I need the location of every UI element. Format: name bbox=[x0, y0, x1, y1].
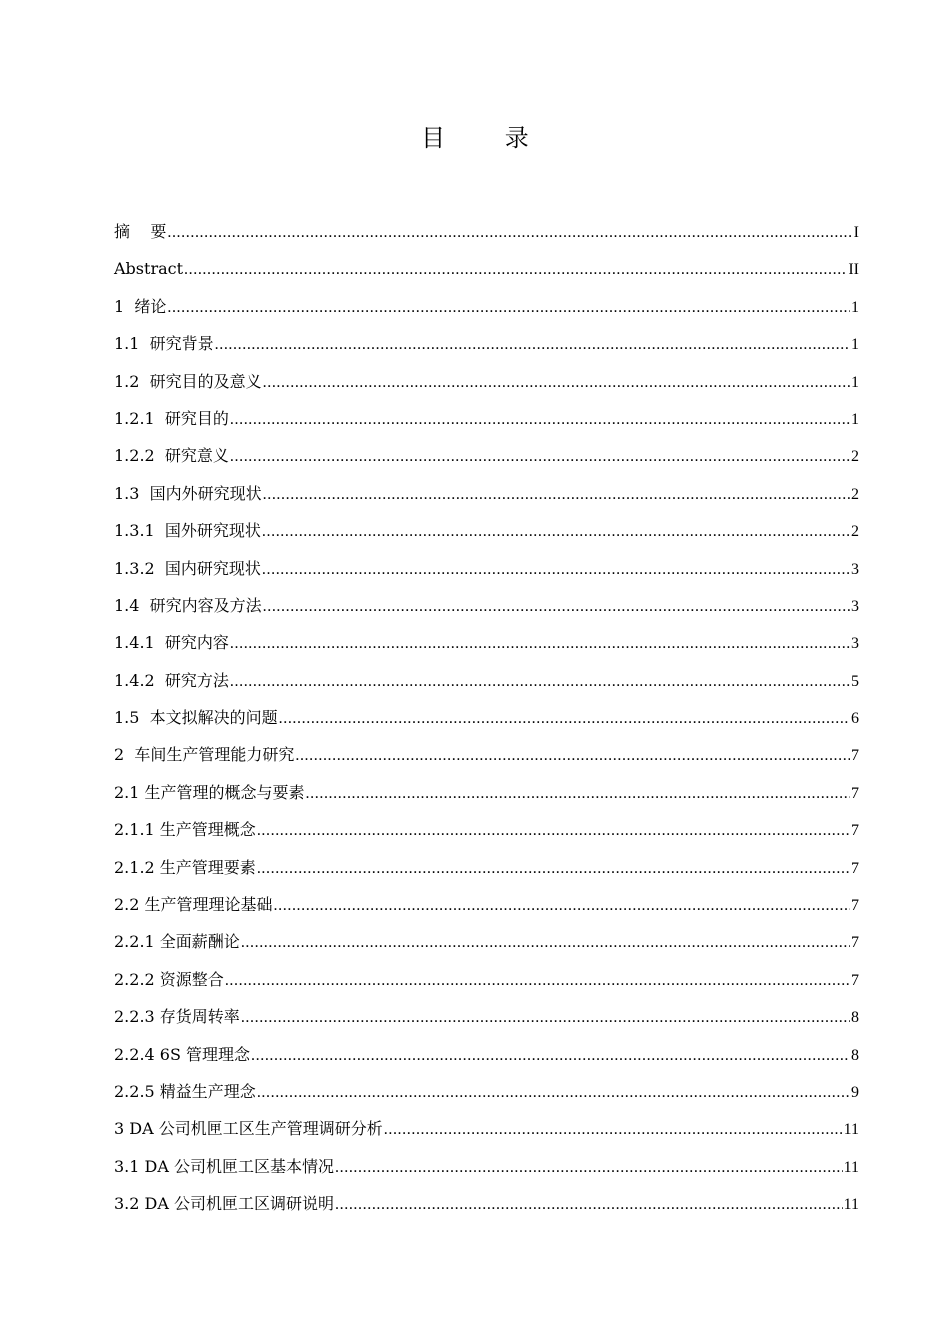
toc-entry-label: 3.2 DA 公司机匣工区调研说明 bbox=[114, 1194, 335, 1214]
toc-entry-label: 1.2.1 研究目的 bbox=[114, 408, 229, 428]
toc-dot-leader bbox=[263, 364, 850, 401]
toc-entry-label: 2.2.4 6S 管理理念 bbox=[114, 1044, 251, 1064]
toc-page-number: 8 bbox=[851, 1009, 859, 1027]
toc-entry[interactable] bbox=[114, 437, 859, 474]
toc-page-number: 2 bbox=[851, 448, 859, 466]
toc-page-number: 7 bbox=[851, 934, 859, 952]
toc-entry[interactable] bbox=[114, 250, 859, 287]
toc-dot-leader bbox=[241, 924, 850, 961]
toc-dot-leader bbox=[257, 812, 850, 849]
toc-entry-label: 3 DA 公司机匣工区生产管理调研分析 bbox=[114, 1119, 383, 1139]
toc-dot-leader bbox=[251, 1037, 850, 1074]
toc-dot-leader bbox=[306, 775, 850, 812]
toc-entry[interactable] bbox=[114, 550, 859, 587]
toc-entry[interactable] bbox=[114, 923, 859, 960]
toc-entry[interactable] bbox=[114, 961, 859, 998]
toc-page-number: 7 bbox=[851, 897, 859, 915]
toc-entry[interactable] bbox=[114, 1148, 859, 1185]
toc-page-number: I bbox=[853, 224, 859, 241]
toc-dot-leader bbox=[384, 1111, 843, 1148]
toc-page-number: 9 bbox=[851, 1083, 859, 1101]
toc-dot-leader bbox=[257, 1074, 850, 1111]
toc-dot-leader bbox=[263, 588, 850, 625]
toc-entry[interactable] bbox=[114, 699, 859, 736]
toc-page-number: 2 bbox=[851, 485, 859, 503]
toc-dot-leader bbox=[257, 850, 850, 887]
toc-entry[interactable] bbox=[114, 1185, 859, 1222]
toc-entry[interactable] bbox=[114, 363, 859, 400]
toc-entry-label: Abstract bbox=[114, 259, 184, 279]
toc-dot-leader bbox=[279, 700, 850, 737]
toc-page-number: 5 bbox=[851, 672, 859, 690]
toc-page-number: 11 bbox=[843, 1121, 859, 1139]
toc-dot-leader bbox=[230, 401, 850, 438]
toc-page-number: 6 bbox=[851, 710, 859, 728]
toc-entry[interactable] bbox=[114, 1110, 859, 1147]
toc-page-number: 7 bbox=[851, 747, 859, 765]
toc-dot-leader bbox=[335, 1149, 843, 1186]
toc-entry-label: 1.3.1 国外研究现状 bbox=[114, 521, 261, 541]
toc-dot-leader bbox=[184, 251, 847, 288]
toc-dot-leader bbox=[262, 513, 850, 550]
toc-entry[interactable] bbox=[114, 213, 859, 250]
toc-entry[interactable] bbox=[114, 475, 859, 512]
toc-dot-leader bbox=[262, 551, 850, 588]
toc-entry-label: 1 绪论 bbox=[114, 296, 167, 316]
toc-dot-leader bbox=[274, 887, 850, 924]
toc-entry-label: 2.2.5 精益生产理念 bbox=[114, 1081, 256, 1101]
toc-page-number: 7 bbox=[851, 822, 859, 840]
toc-page-number: 1 bbox=[851, 373, 859, 391]
toc-page-number: 11 bbox=[843, 1196, 859, 1214]
toc-entry[interactable] bbox=[114, 886, 859, 923]
toc-dot-leader bbox=[335, 1186, 843, 1223]
toc-entry[interactable] bbox=[114, 998, 859, 1035]
toc-dot-leader bbox=[230, 663, 850, 700]
toc-entry[interactable] bbox=[114, 662, 859, 699]
page-title: 目 录 bbox=[421, 124, 555, 152]
toc-page-number: 11 bbox=[843, 1158, 859, 1176]
toc-dot-leader bbox=[230, 625, 850, 662]
toc-entry[interactable] bbox=[114, 512, 859, 549]
toc-page-number: 1 bbox=[851, 336, 859, 354]
toc-entry-label: 1.2 研究目的及意义 bbox=[114, 371, 262, 391]
toc-page-number: 3 bbox=[851, 597, 859, 615]
toc-entry-label: 2.1.1 生产管理概念 bbox=[114, 820, 256, 840]
table-of-contents bbox=[114, 213, 859, 1223]
toc-page-number: 8 bbox=[851, 1046, 859, 1064]
toc-page-number: 7 bbox=[851, 784, 859, 802]
toc-page-number: 3 bbox=[851, 635, 859, 653]
toc-entry[interactable] bbox=[114, 736, 859, 773]
toc-entry-label: 2 车间生产管理能力研究 bbox=[114, 745, 295, 765]
toc-dot-leader bbox=[230, 438, 850, 475]
toc-entry-label: 1.4.1 研究内容 bbox=[114, 633, 229, 653]
toc-dot-leader bbox=[241, 999, 850, 1036]
toc-entry-label: 1.3.2 国内研究现状 bbox=[114, 558, 261, 578]
toc-entry[interactable] bbox=[114, 624, 859, 661]
toc-entry[interactable] bbox=[114, 811, 859, 848]
toc-page-number: 7 bbox=[851, 859, 859, 877]
toc-dot-leader bbox=[295, 737, 850, 774]
toc-page-number: 1 bbox=[851, 298, 859, 316]
toc-entry-label: 1.4 研究内容及方法 bbox=[114, 595, 262, 615]
toc-entry-label: 1.5 本文拟解决的问题 bbox=[114, 708, 278, 728]
toc-page-number: 2 bbox=[851, 523, 859, 541]
toc-entry[interactable] bbox=[114, 400, 859, 437]
toc-entry-label: 2.2.1 全面薪酬论 bbox=[114, 932, 240, 952]
toc-entry[interactable] bbox=[114, 587, 859, 624]
toc-page-number: 7 bbox=[851, 971, 859, 989]
toc-entry-label: 3.1 DA 公司机匣工区基本情况 bbox=[114, 1156, 335, 1176]
toc-page-number: 1 bbox=[851, 410, 859, 428]
toc-entry-label: 2.1 生产管理的概念与要素 bbox=[114, 782, 305, 802]
toc-page-number: II bbox=[848, 261, 859, 279]
toc-entry[interactable] bbox=[114, 1073, 859, 1110]
toc-entry-label: 1.2.2 研究意义 bbox=[114, 446, 229, 466]
toc-entry[interactable] bbox=[114, 1036, 859, 1073]
toc-entry-label: 2.2.2 资源整合 bbox=[114, 969, 224, 989]
toc-entry[interactable] bbox=[114, 849, 859, 886]
toc-entry-label: 2.1.2 生产管理要素 bbox=[114, 857, 256, 877]
toc-dot-leader bbox=[215, 326, 850, 363]
toc-entry-label: 1.3 国内外研究现状 bbox=[114, 483, 262, 503]
toc-dot-leader bbox=[225, 962, 850, 999]
toc-page-number: 3 bbox=[851, 560, 859, 578]
toc-entry-label: 1.4.2 研究方法 bbox=[114, 670, 229, 690]
toc-dot-leader bbox=[167, 214, 852, 251]
toc-entry-label: 2.2 生产管理理论基础 bbox=[114, 895, 273, 915]
toc-entry[interactable] bbox=[114, 774, 859, 811]
toc-entry-label: 2.2.3 存货周转率 bbox=[114, 1007, 240, 1027]
toc-entry[interactable] bbox=[114, 288, 859, 325]
toc-dot-leader bbox=[167, 289, 850, 326]
toc-dot-leader bbox=[263, 476, 850, 513]
toc-entry[interactable] bbox=[114, 325, 859, 362]
toc-entry-label: 1.1 研究背景 bbox=[114, 334, 214, 354]
toc-entry-label: 摘 要 bbox=[114, 222, 167, 241]
